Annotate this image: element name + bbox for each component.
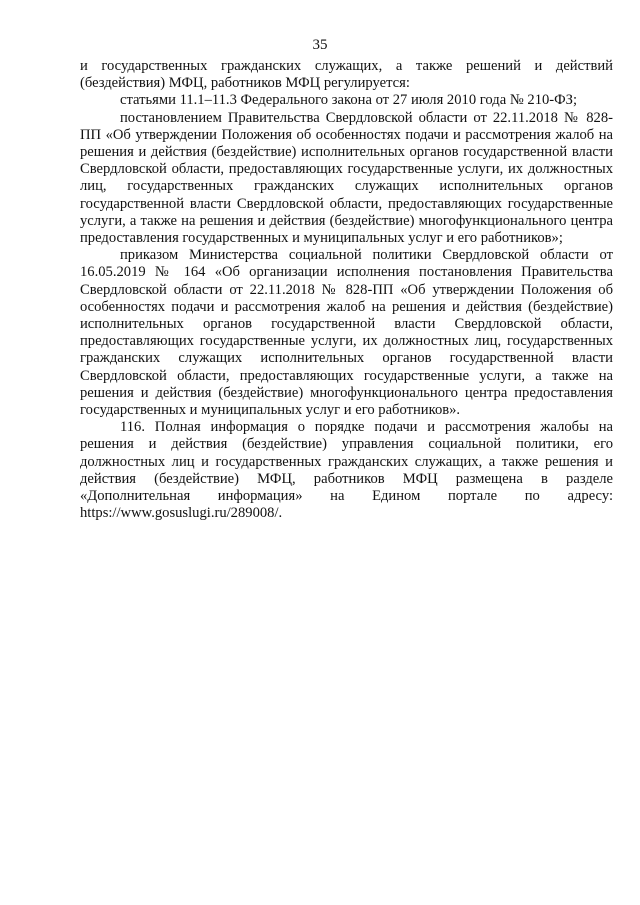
paragraph-116: 116. Полная информация о порядке подачи и рассмотрения жалобы на решения и действия (бездействие) управления социальной политики, его должностных лиц и государственных гражданских служащих, а также решения и действия (бездействие) МФЦ, работников МФЦ размещена в разделе «Дополнительная информация» на Едином портале по адресу: https://www.gosuslugi.ru/289008/.	[80, 419, 613, 522]
document-body	[80, 58, 613, 522]
paragraph-intro: и государственных гражданских служащих, а также решений и действий (бездействия) МФЦ, работников МФЦ регулируется:	[80, 58, 613, 92]
paragraph-federal-law: статьями 11.1–11.3 Федерального закона от 27 июля 2010 года № 210-ФЗ;	[120, 92, 578, 109]
paragraph-ministry-order: приказом Министерства социальной политики Свердловской области от 16.05.2019 № 164 «Об организации исполнения постановления Правительства Свердловской области от 22.11.2018 № 828-ПП «Об утверждении Положения об особенностях подачи и рассмотрения жалоб на решения и действия (бездействие) исполнительных органов государственной власти Свердловской области, предоставляющих государственные услуги, их должностных лиц, государственных гражданских служащих исполнительных органов государственной власти Свердловской области, предоставляющих государственные услуги, а также на решения и действия (бездействие) многофункционального центра предоставления государственных и муниципальных услуг и его работников».	[80, 247, 613, 419]
paragraph-government-resolution: постановлением Правительства Свердловской области от 22.11.2018 № 828-ПП «Об утверждении Положения об особенностях подачи и рассмотрения жалоб на решения и действия (бездействие) исполнительных органов государственной власти Свердловской области, предоставляющих государственные услуги, их должностных лиц, государственных гражданских служащих исполнительных органов государственной власти Свердловской области, предоставляющих государственные услуги, а также на решения и действия (бездействие) многофункционального центра предоставления государственных и муниципальных услуг и его работников»;	[80, 109, 613, 247]
page-number: 35	[312, 37, 328, 53]
